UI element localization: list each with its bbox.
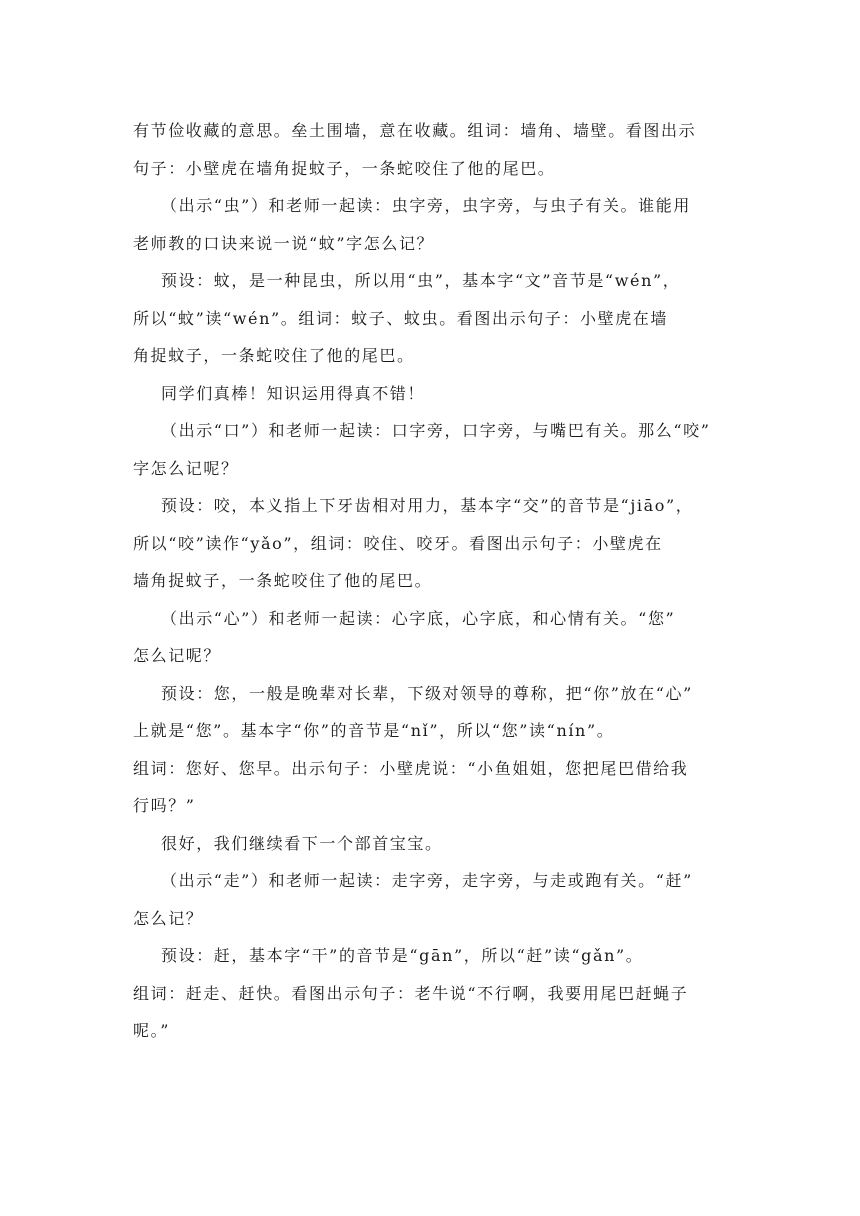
text-line: 上就是“您”。基本字“你”的音节是“nǐ”，所以“您”读“nín”。 — [133, 721, 615, 740]
text-line: 预设：您，一般是晚辈对长辈，下级对领导的尊称，把“你”放在“心” — [161, 683, 693, 703]
text-line: 预设：赶，基本字“干”的音节是“gān”，所以“赶”读“gǎn”。 — [161, 946, 644, 965]
paragraph — [133, 862, 733, 937]
text-line: 呢。” — [133, 1021, 170, 1040]
text-line: 字怎么记呢？ — [133, 458, 239, 478]
text-line: （出示“心”）和老师一起读：心字底，心字底，和心情有关。“您” — [161, 608, 676, 628]
paragraph — [133, 675, 733, 825]
text-line: 有节俭收藏的意思。垒土围墙，意在收藏。组词：墙角、墙壁。看图出示 — [133, 121, 697, 140]
text-line: 角捉蚊子，一条蛇咬住了他的尾巴。 — [133, 346, 415, 365]
paragraph — [133, 375, 733, 413]
text-line: 所以“咬”读作“yǎo”，组词：咬住、咬牙。看图出示句子：小壁虎在 — [133, 533, 663, 553]
document-body — [133, 112, 733, 1050]
text-line: 怎么记呢？ — [133, 646, 222, 665]
text-line: 墙角捉蚊子，一条蛇咬住了他的尾巴。 — [133, 571, 433, 590]
paragraph — [133, 600, 733, 675]
paragraph — [133, 412, 733, 487]
text-line: 预设：蚊，是一种昆虫，所以用“虫”，基本字“文”音节是“wén”， — [161, 271, 681, 290]
paragraph — [133, 937, 733, 1050]
paragraph — [133, 112, 733, 187]
paragraph — [133, 487, 733, 600]
text-line: （出示“虫”）和老师一起读：虫字旁，虫字旁，与虫子有关。谁能用 — [161, 196, 691, 215]
text-line: 同学们真棒！知识运用得真不错！ — [161, 383, 426, 403]
text-line: （出示“口”）和老师一起读：口字旁，口字旁，与嘴巴有关。那么“咬” — [161, 421, 711, 440]
text-line: 很好，我们继续看下一个部首宝宝。 — [161, 833, 443, 853]
text-line: （出示“走”）和老师一起读：走字旁，走字旁，与走或跑有关。“赶” — [161, 871, 693, 890]
text-line: 行吗？” — [133, 796, 196, 815]
text-line: 句子：小壁虎在墙角捉蚊子，一条蛇咬住了他的尾巴。 — [133, 158, 556, 178]
text-line: 组词：您好、您早。出示句子：小壁虎说：“小鱼姐姐，您把尾巴借给我 — [133, 758, 689, 778]
text-line: 所以“蚊”读“wén”。组词：蚊子、蚊虫。看图出示句子：小壁虎在墙 — [133, 308, 668, 328]
text-line: 预设：咬，本义指上下牙齿相对用力，基本字“交”的音节是“jiāo”， — [161, 496, 694, 515]
paragraph — [133, 187, 733, 262]
text-line: 怎么记？ — [133, 908, 204, 928]
text-line: 组词：赶走、赶快。看图出示句子：老牛说“不行啊，我要用尾巴赶蝇子 — [133, 983, 689, 1003]
paragraph — [133, 262, 733, 375]
text-line: 老师教的口诀来说一说“蚊”字怎么记？ — [133, 233, 435, 253]
paragraph — [133, 825, 733, 863]
